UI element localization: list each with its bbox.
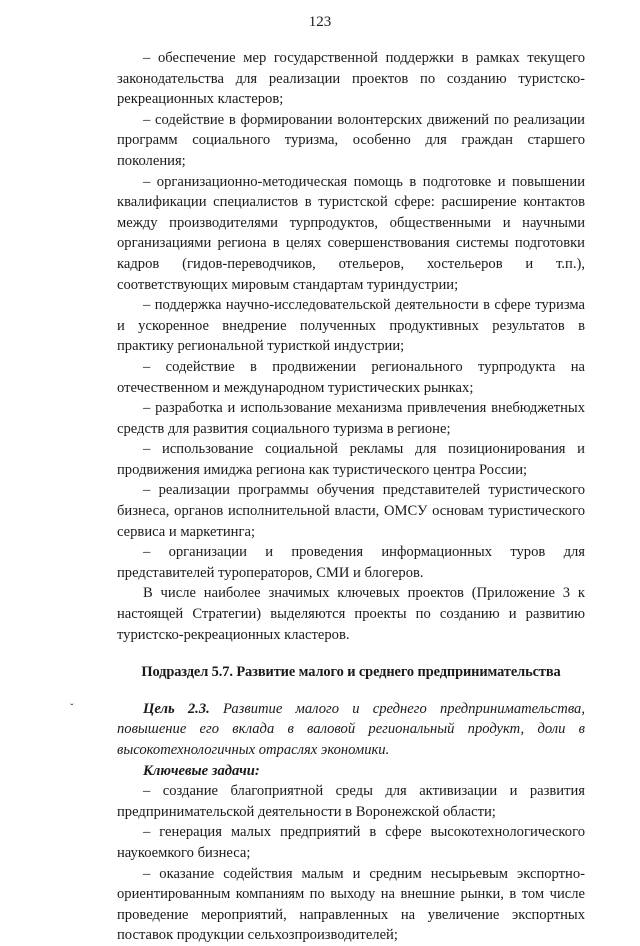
- bullet-paragraph: – организационно-методическая помощь в подготовке и повышении квалификации специалистов в туристской сфере: расширение контактов между производителями турпродуктов, общественными и научными организациями региона в целях совершенствования системы подготовки кадров (гидов-переводчиков, отельеров, хостельеров и т.п.), соответствующих мировым стандартам туриндустрии;: [117, 173, 585, 293]
- task-paragraph: – оказание содействия малым и средним несырьевым экспортно-ориентированным компаниям по выходу на внешние рынки, в том числе проведение мероприятий, направленных на увеличение экспортных поставок продукции сельхозпроизводителей;: [117, 865, 585, 944]
- section-heading: Подраздел 5.7. Развитие малого и среднего предпринимательства: [141, 664, 561, 681]
- bullet-paragraph: – содействие в продвижении регионального турпродукта на отечественном и международном туристических рынках;: [117, 358, 585, 396]
- bullet-paragraph: – организации и проведения информационных туров для представителей туроператоров, СМИ и блогеров.: [117, 544, 585, 581]
- task-paragraph: – генерация малых предприятий в сфере высокотехнологического наукоемкого бизнеса;: [117, 824, 585, 861]
- task-paragraph: – создание благоприятной среды для активизации и развития предпринимательской деятельности в Воронежской области;: [117, 783, 585, 820]
- bullet-paragraph: – обеспечение мер государственной поддержки в рамках текущего законодательства для реализации проектов по созданию туристско-рекреационных кластеров;: [117, 50, 585, 108]
- goal-text: Развитие малого и среднего предпринимательства, повышение его вклада в валовой региональный продукт, доли в высокотехнологичных отраслях экономики.: [117, 700, 585, 758]
- bullet-paragraph: – разработка и использование механизма привлечения внебюджетных средств для развития социального туризма в регионе;: [117, 400, 585, 437]
- tasks-heading: Ключевые задачи:: [143, 762, 260, 779]
- bullet-paragraph: – поддержка научно-исследовательской деятельности в сфере туризма и ускоренное внедрение полученных продуктивных результатов в практику региональной туристкой индустрии;: [117, 297, 585, 355]
- bullet-paragraph: – содействие в формировании волонтерских движений по реализации программ социального туризма, особенно для граждан старшего поколения;: [117, 111, 585, 169]
- closing-paragraph: В числе наиболее значимых ключевых проектов (Приложение 3 к настоящей Стратегии) выделяются проекты по созданию и развитию туристско-рекреационных кластеров.: [117, 585, 585, 643]
- page-content: [117, 48, 585, 946]
- goal-paragraph: [117, 699, 585, 761]
- page-number: 123: [308, 14, 332, 30]
- bullet-paragraph: – реализации программы обучения представителей туристического бизнеса, органов исполнительной власти, ОМСУ основам туристического сервиса и маркетинга;: [117, 482, 585, 540]
- goal-label: Цель 2.3.: [143, 700, 210, 717]
- margin-mark: ˇ: [70, 702, 74, 714]
- bullet-paragraph: – использование социальной рекламы для позиционирования и продвижения имиджа региона как туристического центра России;: [117, 441, 585, 478]
